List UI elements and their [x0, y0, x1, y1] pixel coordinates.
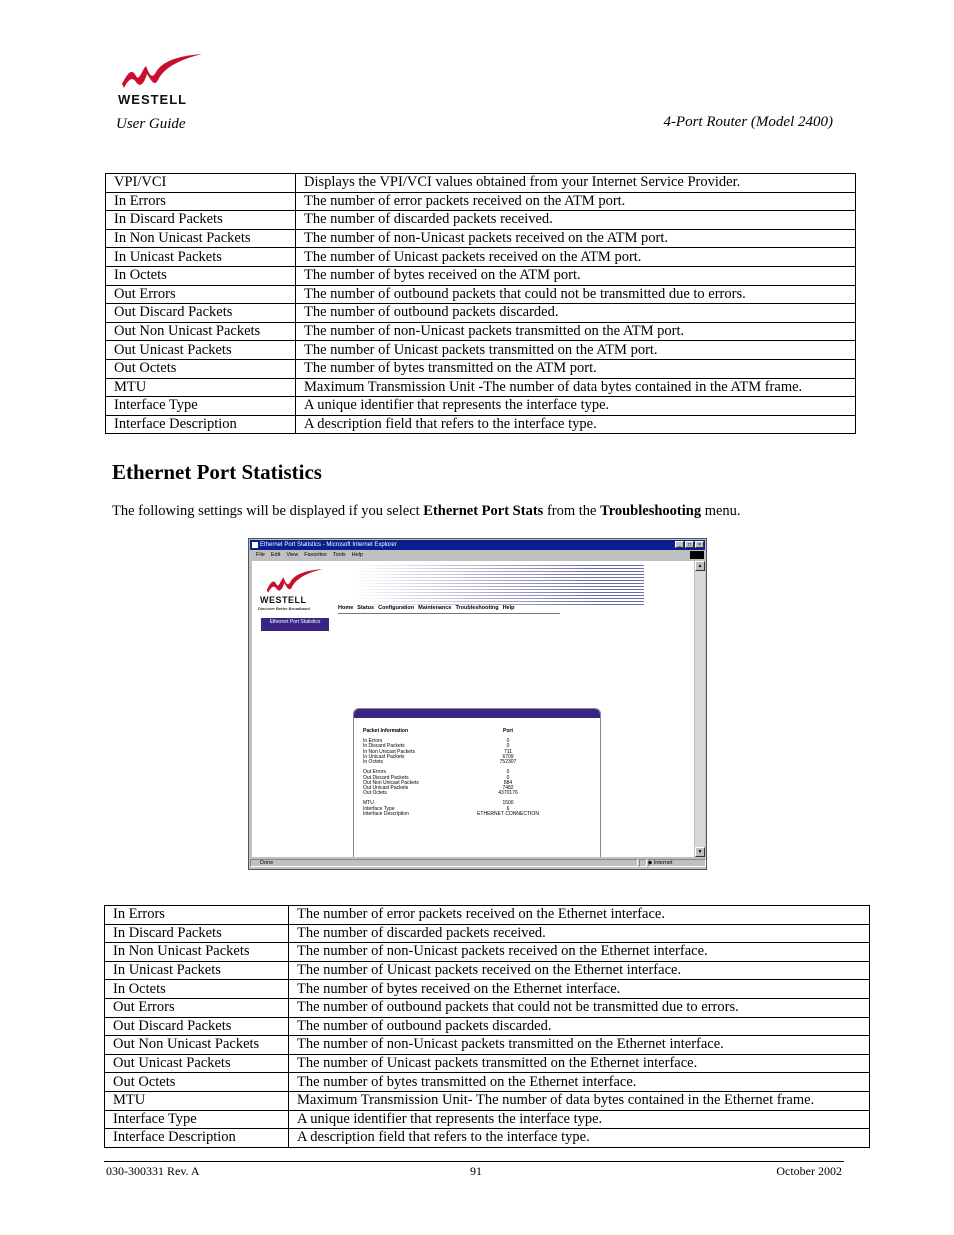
term-cell: In Non Unicast Packets	[105, 943, 289, 962]
stat-value: 884	[503, 779, 513, 786]
stat-row	[363, 791, 600, 796]
term-cell: VPI/VCI	[106, 174, 296, 193]
description-cell: The number of outbound packets that could not be transmitted due to errors.	[296, 285, 856, 304]
term-cell: In Discard Packets	[106, 211, 296, 230]
header-right: 4-Port Router (Model 2400)	[663, 114, 833, 130]
stat-value: 0	[506, 769, 510, 776]
stat-label: Out Unicast Packets	[363, 784, 409, 791]
header-left: User Guide	[116, 116, 186, 132]
westell-swoosh-icon	[258, 569, 330, 597]
zone-label: Internet	[653, 860, 673, 866]
description-cell: The number of Unicast packets received on the Ethernet interface.	[289, 961, 870, 980]
description-cell: The number of non-Unicast packets received on the Ethernet interface.	[289, 943, 870, 962]
intro-text: from the	[543, 503, 601, 519]
browser-menubar	[250, 550, 705, 560]
stat-value: 7482	[502, 784, 514, 791]
stat-label: MTU	[363, 800, 374, 807]
footer-date: October 2002	[776, 1164, 842, 1178]
table-row	[105, 998, 870, 1017]
table-row	[105, 1091, 870, 1110]
stat-label: Out Octets	[363, 790, 387, 797]
term-cell: In Discard Packets	[105, 924, 289, 943]
logo-wordmark: WESTELL	[118, 92, 188, 107]
term-cell: Interface Description	[106, 415, 296, 434]
description-cell: The number of outbound packets that could not be transmitted due to errors.	[289, 998, 870, 1017]
term-cell: In Octets	[105, 980, 289, 999]
stat-value: 0	[506, 738, 510, 745]
term-cell: In Errors	[106, 192, 296, 211]
status-zone: ◆ Internet	[648, 860, 673, 866]
ethernet-definitions-table	[104, 905, 870, 1148]
stat-value: ETHERNET CONNECTION	[477, 810, 539, 817]
nav-item[interactable]: Configuration	[378, 605, 415, 611]
description-cell: The number of discarded packets received.	[296, 211, 856, 230]
term-cell: Out Unicast Packets	[105, 1054, 289, 1073]
table-row	[106, 266, 856, 285]
menu-item[interactable]: Favorites	[304, 552, 327, 558]
stat-value: 4370176	[498, 790, 518, 797]
packet-info-rows	[363, 729, 600, 817]
term-cell: Out Octets	[105, 1073, 289, 1092]
table-row	[105, 924, 870, 943]
nav-item[interactable]: Home	[338, 605, 354, 611]
description-cell: The number of discarded packets received.	[289, 924, 870, 943]
table-row	[106, 285, 856, 304]
stat-label: In Non Unicast Packets	[363, 748, 415, 755]
table-row	[105, 1129, 870, 1148]
header-stripes	[352, 565, 644, 607]
description-cell: The number of bytes received on the ATM port.	[296, 266, 856, 285]
stat-label: Out Errors	[363, 769, 387, 776]
page-logo-tagline: Discover Better Broadband	[258, 606, 310, 611]
stat-label: In Octets	[363, 758, 384, 765]
menu-item[interactable]: View	[286, 552, 299, 558]
sidebar-ethernet-port-statistics[interactable]: Ethernet Port Statistics	[261, 618, 329, 631]
menu-item[interactable]: Help	[351, 552, 363, 558]
table-row	[106, 192, 856, 211]
stat-label: In Errors	[363, 738, 383, 745]
term-cell: MTU	[106, 378, 296, 397]
browser-screenshot	[248, 538, 707, 870]
intro-ethernet-port-stats: Ethernet Port Stats	[423, 503, 544, 519]
nav-item[interactable]: Troubleshooting	[455, 605, 499, 611]
table-row	[105, 906, 870, 925]
panel-header-key: Packet Information	[363, 728, 409, 734]
table-row	[106, 322, 856, 341]
intro-text: menu.	[701, 503, 741, 519]
description-cell: The number of Unicast packets transmitted on the Ethernet interface.	[289, 1054, 870, 1073]
term-cell: In Errors	[105, 906, 289, 925]
term-cell: Interface Type	[106, 397, 296, 416]
panel-header-value: Port	[503, 728, 513, 734]
description-cell: The number of Unicast packets transmitted on the ATM port.	[296, 341, 856, 360]
table-row	[106, 415, 856, 434]
menu-item[interactable]: File	[256, 552, 265, 558]
stat-row	[363, 760, 600, 765]
browser-statusbar	[250, 858, 705, 868]
description-cell: The number of error packets received on the ATM port.	[296, 192, 856, 211]
panel-header-row	[363, 729, 600, 734]
table-row	[105, 943, 870, 962]
westell-swoosh-icon	[116, 54, 206, 94]
description-cell: The number of non-Unicast packets transmitted on the Ethernet interface.	[289, 1036, 870, 1055]
table-row	[106, 248, 856, 267]
footer-rule	[104, 1161, 844, 1162]
term-cell: Out Discard Packets	[105, 1017, 289, 1036]
page-logo	[258, 569, 330, 613]
description-cell: The number of bytes transmitted on the ATM port.	[296, 359, 856, 378]
description-cell: The number of error packets received on the Ethernet interface.	[289, 906, 870, 925]
stat-value: 711	[504, 748, 512, 755]
stat-value: 0	[506, 774, 510, 781]
stat-value: 0	[506, 743, 510, 750]
term-cell: Out Errors	[105, 998, 289, 1017]
table-row	[106, 211, 856, 230]
term-cell: In Unicast Packets	[105, 961, 289, 980]
packet-info-panel	[353, 708, 601, 857]
intro-troubleshooting: Troubleshooting	[600, 503, 702, 519]
table-row	[106, 174, 856, 193]
term-cell: In Octets	[106, 266, 296, 285]
term-cell: In Unicast Packets	[106, 248, 296, 267]
nav-item[interactable]: Help	[502, 605, 515, 611]
table-row	[105, 1017, 870, 1036]
stat-value: 6	[506, 805, 510, 812]
stat-row	[363, 812, 600, 817]
westell-logo	[116, 54, 206, 106]
term-cell: In Non Unicast Packets	[106, 229, 296, 248]
description-cell: Maximum Transmission Unit- The number of data bytes contained in the Ethernet frame.	[289, 1091, 870, 1110]
term-cell: Out Unicast Packets	[106, 341, 296, 360]
window-controls	[675, 541, 704, 548]
footer-page-number: 91	[470, 1164, 482, 1178]
description-cell: The number of outbound packets discarded.	[296, 304, 856, 323]
intro-paragraph	[112, 503, 741, 520]
stat-label: In Unicast Packets	[363, 753, 405, 760]
term-cell: MTU	[105, 1091, 289, 1110]
table-row	[105, 1110, 870, 1129]
description-cell: The number of non-Unicast packets received on the ATM port.	[296, 229, 856, 248]
term-cell: Out Non Unicast Packets	[106, 322, 296, 341]
close-icon[interactable]: ×	[695, 541, 704, 548]
table-row	[106, 229, 856, 248]
nav-item[interactable]: Maintenance	[418, 605, 452, 611]
status-text: Done	[260, 860, 274, 866]
window-title: Ethernet Port Statistics - Microsoft Internet Explorer	[260, 542, 397, 548]
table-row	[105, 1054, 870, 1073]
scroll-up-icon[interactable]: ▲	[695, 561, 705, 571]
stat-label: In Discard Packets	[363, 743, 405, 750]
panel-topbar	[354, 709, 600, 718]
description-cell: A description field that refers to the interface type.	[289, 1129, 870, 1148]
atm-definitions-table	[105, 173, 856, 434]
menu-item[interactable]: Edit	[270, 552, 281, 558]
table-row	[105, 961, 870, 980]
intro-text: The following settings will be displayed if you select	[112, 503, 424, 519]
description-cell: A unique identifier that represents the interface type.	[296, 397, 856, 416]
term-cell: Interface Description	[105, 1129, 289, 1148]
stat-value: 1500	[502, 800, 514, 807]
scroll-down-icon[interactable]: ▼	[695, 847, 705, 857]
nav-underline	[338, 613, 560, 614]
term-cell: Out Errors	[106, 285, 296, 304]
ie-icon	[252, 542, 258, 548]
table-row	[106, 341, 856, 360]
table-row	[105, 1073, 870, 1092]
description-cell: The number of outbound packets discarded.	[289, 1017, 870, 1036]
nav-item[interactable]: Status	[357, 605, 375, 611]
description-cell: A unique identifier that represents the interface type.	[289, 1110, 870, 1129]
stat-value: 6709	[502, 753, 514, 760]
browser-viewport	[252, 561, 694, 857]
stat-label: Interface Description	[363, 810, 409, 817]
description-cell: Displays the VPI/VCI values obtained from your Internet Service Provider.	[296, 174, 856, 193]
description-cell: A description field that refers to the interface type.	[296, 415, 856, 434]
stat-value: 752307	[499, 758, 517, 765]
stat-label: Out Non Unicast Packets	[363, 779, 419, 786]
term-cell: Out Octets	[106, 359, 296, 378]
term-cell: Interface Type	[105, 1110, 289, 1129]
table-row	[106, 378, 856, 397]
term-cell: Out Discard Packets	[106, 304, 296, 323]
table-row	[106, 304, 856, 323]
maximize-icon[interactable]: □	[685, 541, 694, 548]
vertical-scrollbar[interactable]	[695, 561, 705, 857]
footer-doc-number: 030-300331 Rev. A	[106, 1164, 200, 1178]
stat-label: Interface Type	[363, 805, 395, 812]
term-cell: Out Non Unicast Packets	[105, 1036, 289, 1055]
description-cell: The number of bytes transmitted on the Ethernet interface.	[289, 1073, 870, 1092]
menu-item[interactable]: Tools	[332, 552, 346, 558]
section-title: Ethernet Port Statistics	[112, 460, 322, 484]
page-logo-wordmark: WESTELL	[260, 595, 307, 605]
table-row	[106, 397, 856, 416]
stat-label: Out Discard Packets	[363, 774, 409, 781]
table-row	[106, 359, 856, 378]
window-titlebar	[250, 540, 705, 550]
description-cell: The number of Unicast packets received on the ATM port.	[296, 248, 856, 267]
page-nav	[338, 605, 519, 611]
description-cell: The number of bytes received on the Ethernet interface.	[289, 980, 870, 999]
table-row	[105, 980, 870, 999]
windows-logo-icon	[690, 551, 704, 559]
description-cell: The number of non-Unicast packets transmitted on the ATM port.	[296, 322, 856, 341]
minimize-icon[interactable]: _	[675, 541, 684, 548]
table-row	[105, 1036, 870, 1055]
description-cell: Maximum Transmission Unit -The number of data bytes contained in the ATM frame.	[296, 378, 856, 397]
